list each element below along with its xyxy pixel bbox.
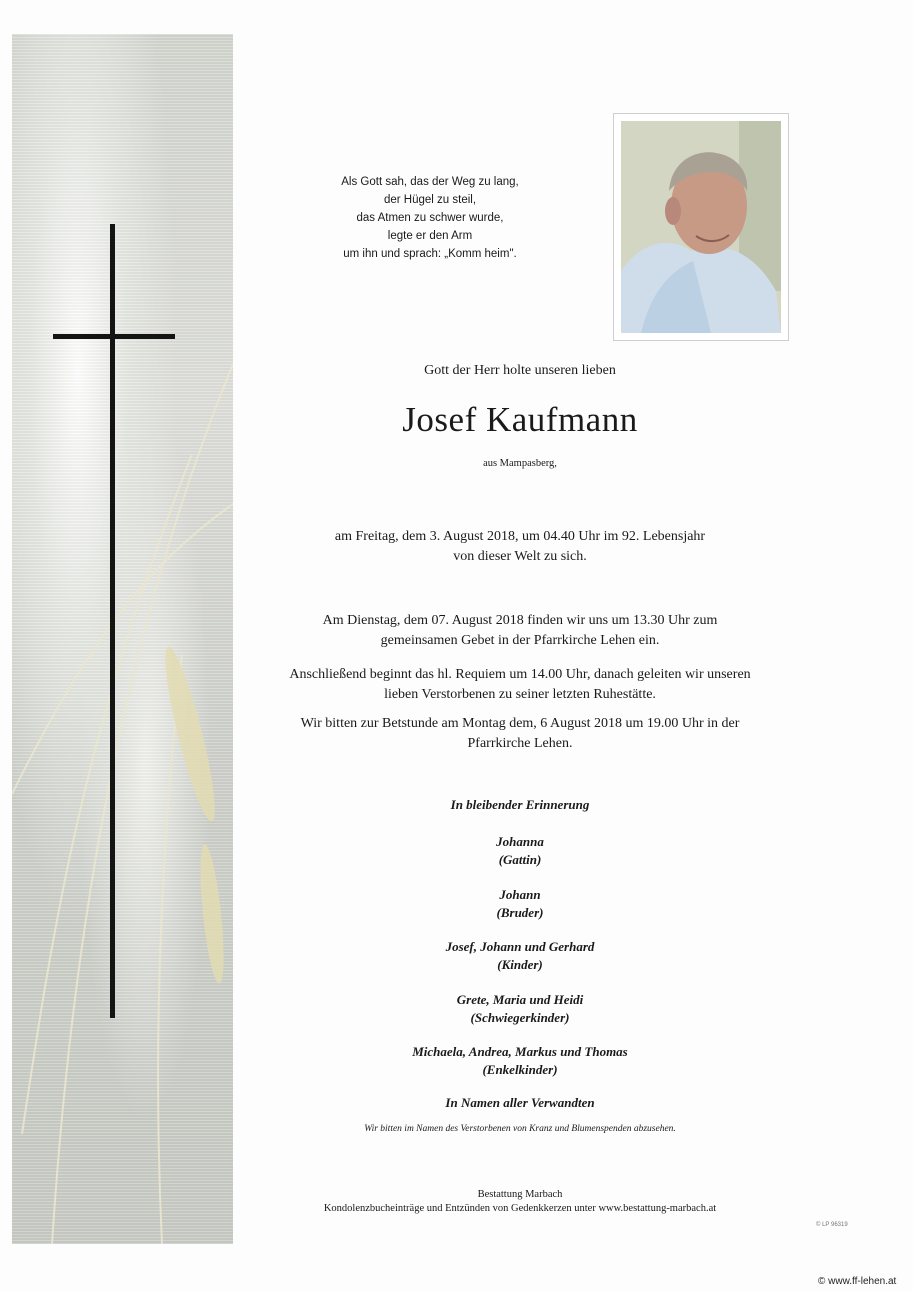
wheat-ears-illustration <box>12 34 233 1244</box>
family-entry <box>270 1043 770 1079</box>
website-watermark: © www.ff-lehen.at <box>818 1276 897 1287</box>
family-entry <box>270 938 770 974</box>
deceased-name: Josef Kaufmann <box>402 400 638 439</box>
family-names: Grete, Maria und Heidi <box>456 992 584 1007</box>
family-names: Michaela, Andrea, Markus und Thomas <box>412 1044 628 1059</box>
service-line: Am Dienstag, dem 07. August 2018 finden wir uns um 13.30 Uhr zum <box>322 613 718 628</box>
undertaker-info <box>270 1188 770 1216</box>
family-names: Johanna <box>496 834 544 849</box>
portrait-frame <box>613 113 789 341</box>
death-notice-line: am Freitag, dem 3. August 2018, um 04.40 Uhr im 92. Lebensjahr <box>334 529 706 544</box>
poem-line: Als Gott sah, das der Weg zu lang, <box>341 176 519 188</box>
portrait-photo <box>621 121 781 333</box>
poem-line: der Hügel zu steil, <box>383 194 477 206</box>
flower-request: Wir bitten im Namen des Verstorbenen von Kranz und Blumenspenden abzusehen. <box>364 1124 676 1134</box>
family-relation: (Bruder) <box>496 905 544 920</box>
requiem-line: Anschließend beginnt das hl. Requiem um 14.00 Uhr, danach geleiten wir unseren <box>289 667 751 682</box>
prayer-notice <box>270 714 770 754</box>
cross-horizontal-beam <box>53 334 175 339</box>
poem <box>300 173 560 263</box>
service-notice <box>270 611 770 651</box>
family-names: Josef, Johann und Gerhard <box>445 939 595 954</box>
prayer-line: Wir bitten zur Betstunde am Montag dem, 6 August 2018 um 19.00 Uhr in der <box>300 716 740 731</box>
family-relation: (Kinder) <box>497 957 543 972</box>
poem-line: um ihn und sprach: „Komm heim". <box>343 248 517 260</box>
prayer-line: Pfarrkirche Lehen. <box>467 736 573 751</box>
family-names: Johann <box>499 887 541 902</box>
announcement-intro: Gott der Herr holte unseren lieben <box>424 363 616 378</box>
family-entry <box>270 886 770 922</box>
undertaker-name: Bestattung Marbach <box>477 1189 563 1200</box>
service-line: gemeinsamen Gebet in der Pfarrkirche Lehen ein. <box>380 633 660 648</box>
document-code: © LP 96319 <box>816 1222 848 1228</box>
requiem-notice <box>270 665 770 705</box>
poem-line: das Atmen zu schwer wurde, <box>356 212 504 224</box>
decorative-side-band <box>12 34 233 1244</box>
family-entry <box>270 833 770 869</box>
cross-vertical-beam <box>110 224 115 1018</box>
family-relation: (Gattin) <box>498 852 542 867</box>
poem-line: legte er den Arm <box>387 230 473 242</box>
family-entry <box>270 991 770 1027</box>
death-notice <box>270 527 770 567</box>
family-relation: (Enkelkinder) <box>482 1062 558 1077</box>
relatives-line: In Namen aller Verwandten <box>445 1095 595 1110</box>
undertaker-note: Kondolenzbucheinträge und Entzünden von Gedenkkerzen unter www.bestattung-marbach.at <box>323 1203 717 1214</box>
deceased-origin: aus Mampasberg, <box>483 458 557 469</box>
mourners-heading: In bleibender Erinnerung <box>450 797 590 812</box>
death-notice-line: von dieser Welt zu sich. <box>453 549 587 564</box>
family-relation: (Schwiegerkinder) <box>470 1010 570 1025</box>
requiem-line: lieben Verstorbenen zu seiner letzten Ruhestätte. <box>384 687 656 702</box>
